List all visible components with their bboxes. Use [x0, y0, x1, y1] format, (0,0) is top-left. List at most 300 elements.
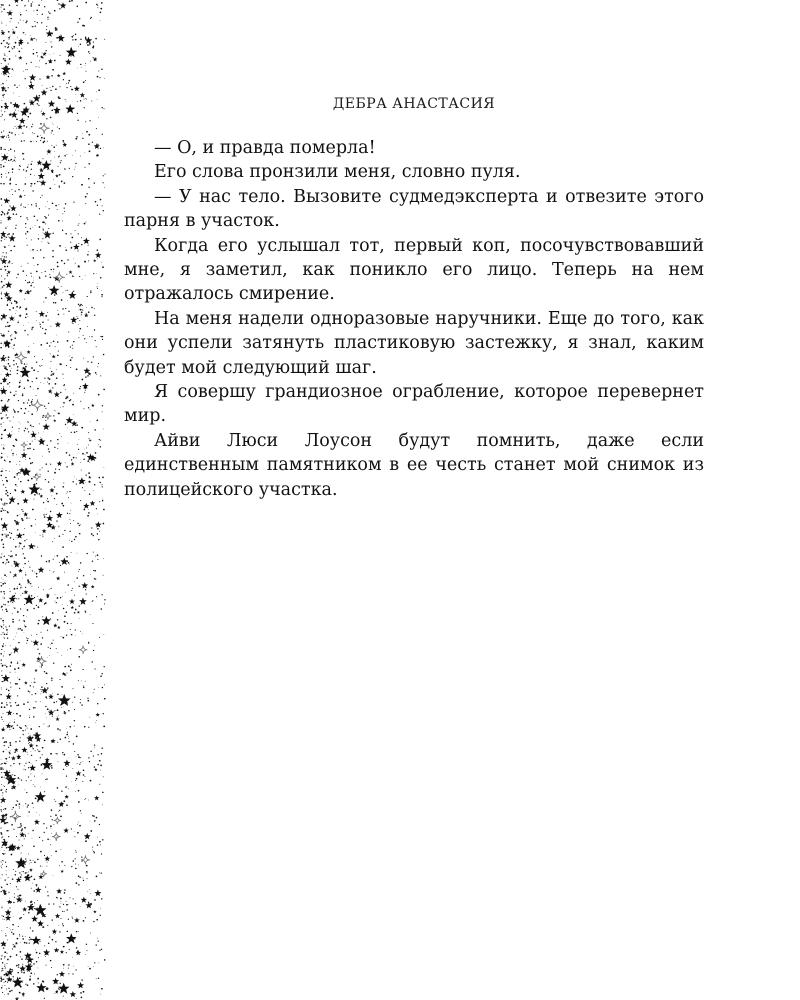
star-dot: [9, 325, 10, 326]
star-dot: [20, 408, 21, 409]
star-dot: [68, 331, 69, 332]
star-shape: [30, 37, 34, 41]
star-dot: [42, 238, 43, 239]
star-dot: [102, 687, 103, 688]
star-dot: [67, 428, 68, 429]
star-dot: [1, 634, 2, 635]
star-shape: [17, 124, 23, 129]
star-shape: [88, 476, 91, 479]
star-dot: [23, 620, 24, 621]
star-dot: [47, 630, 48, 631]
star-dot: [3, 444, 4, 445]
star-dot: [30, 185, 31, 186]
star-dot: [51, 130, 53, 132]
star-dot: [39, 726, 40, 727]
star-dot: [20, 380, 21, 381]
star-dot: [56, 602, 57, 603]
star-dot: [61, 849, 62, 850]
star-dot: [54, 710, 55, 711]
star-shape: [39, 311, 45, 317]
star-dot: [2, 836, 3, 837]
star-dot: [44, 138, 46, 140]
star-dot: [1, 958, 2, 959]
star-dot: [10, 21, 11, 22]
star-dot: [7, 304, 9, 306]
star-dot: [39, 941, 40, 942]
star-dot: [40, 689, 41, 690]
star-dot: [19, 583, 21, 585]
star-dot: [31, 183, 33, 185]
star-dot: [66, 635, 67, 636]
star-dot: [43, 589, 44, 590]
star-shape: [2, 334, 6, 338]
star-dot: [60, 162, 61, 163]
star-dot: [81, 704, 82, 705]
star-dot: [40, 751, 41, 752]
star-dot: [1, 866, 2, 867]
star-dot: [8, 877, 9, 878]
star-dot: [12, 621, 14, 623]
star-dot: [89, 120, 90, 121]
star-dot: [27, 364, 28, 365]
star-dot: [60, 816, 62, 818]
star-dot: [84, 392, 85, 393]
star-dot: [40, 474, 41, 475]
star-dot: [1, 437, 3, 439]
star-dot: [14, 338, 15, 339]
star-dot: [31, 525, 33, 527]
star-dot: [67, 605, 68, 606]
star-dot: [6, 627, 7, 628]
star-shape: [58, 801, 64, 807]
star-dot: [90, 893, 91, 894]
star-dot: [17, 972, 18, 973]
star-dot: [53, 875, 54, 876]
star-dot: [55, 753, 56, 754]
star-dot: [3, 579, 4, 580]
star-dot: [54, 157, 55, 158]
star-dot: [12, 194, 13, 195]
star-dot: [61, 901, 62, 902]
star-dot: [78, 790, 80, 792]
star-dot: [43, 514, 44, 515]
star-dot: [38, 620, 40, 622]
star-shape: [80, 92, 85, 97]
star-dot: [11, 10, 12, 11]
star-dot: [24, 632, 25, 633]
star-dot: [16, 464, 17, 465]
star-dot: [80, 699, 81, 700]
star-dot: [37, 596, 38, 597]
star-dot: [22, 395, 24, 397]
star-dot: [99, 760, 101, 762]
star-dot: [97, 286, 98, 287]
star-dot: [36, 745, 38, 747]
star-dot: [33, 53, 35, 55]
star-dot: [57, 443, 58, 444]
star-dot: [57, 166, 58, 167]
star-dot: [5, 46, 6, 47]
star-dot: [75, 850, 76, 851]
star-dot: [31, 755, 32, 756]
star-dot: [73, 401, 74, 402]
star-dot: [40, 382, 41, 383]
star-dot: [33, 784, 34, 785]
star-dot: [94, 308, 95, 309]
star-dot: [19, 992, 21, 994]
star-dot: [57, 597, 59, 599]
star-dot: [1, 582, 2, 583]
star-dot: [104, 666, 105, 667]
star-dot: [5, 933, 6, 934]
star-dot: [42, 773, 43, 774]
star-dot: [61, 903, 62, 904]
star-dot: [65, 737, 67, 739]
star-dot: [1, 717, 2, 718]
star-dot: [39, 469, 40, 470]
star-dot: [35, 532, 36, 533]
star-dot: [49, 570, 50, 571]
star-dot: [39, 322, 40, 323]
star-dot: [59, 186, 60, 187]
star-dot: [96, 92, 97, 93]
star-dot: [66, 904, 67, 905]
star-shape-large: [41, 160, 51, 170]
star-dot: [29, 129, 30, 130]
star-dot: [55, 801, 56, 802]
star-dot: [50, 816, 51, 817]
star-dot: [0, 618, 1, 619]
star-dot: [20, 956, 21, 957]
star-dot: [23, 449, 24, 450]
star-dot: [10, 591, 11, 592]
star-dot: [7, 275, 8, 276]
star-dot: [91, 362, 92, 363]
star-shape: [41, 111, 46, 115]
star-dot: [6, 490, 8, 492]
star-dot: [61, 861, 63, 863]
star-dot: [70, 242, 71, 243]
star-shape: [32, 639, 39, 645]
star-dot: [19, 807, 20, 808]
star-border-decoration: [0, 0, 106, 1000]
star-dot: [38, 234, 39, 235]
star-dot: [13, 364, 14, 365]
star-dot: [16, 440, 17, 441]
star-dot: [21, 585, 22, 586]
star-dot: [23, 806, 24, 807]
star-dot: [7, 512, 9, 514]
star-dot: [104, 959, 106, 961]
star-dot: [14, 476, 16, 478]
star-dot: [21, 780, 22, 781]
star-dot: [59, 865, 60, 866]
star-dot: [64, 666, 66, 668]
star-dot: [41, 242, 42, 243]
star-dot: [69, 356, 70, 357]
star-dot: [11, 450, 12, 451]
star-dot: [24, 103, 26, 105]
star-dot: [31, 3, 32, 4]
star-dot: [72, 176, 73, 177]
star-dot: [14, 668, 16, 670]
star-dot: [58, 526, 59, 527]
star-dot: [64, 911, 65, 912]
star-dot: [27, 166, 28, 167]
star-dot: [1, 907, 2, 908]
star-shape: [19, 118, 26, 124]
star-dot: [93, 552, 94, 553]
star-dot: [29, 978, 31, 980]
star-dot: [3, 643, 4, 644]
star-dot: [1, 891, 2, 892]
star-dot: [5, 88, 6, 89]
star-dot: [91, 307, 92, 308]
star-dot: [84, 726, 86, 728]
star-dot: [8, 836, 9, 837]
star-dot: [7, 927, 8, 928]
star-dot: [40, 324, 41, 325]
star-dot: [44, 383, 45, 384]
star-dot: [53, 415, 54, 416]
star-shape: [51, 525, 56, 530]
star-dot: [85, 63, 86, 64]
star-dot: [91, 533, 93, 535]
star-dot: [50, 839, 51, 840]
star-dot: [68, 710, 69, 711]
star-dot: [32, 462, 33, 463]
star-dot: [52, 541, 53, 542]
star-dot: [104, 39, 105, 40]
star-dot: [16, 5, 17, 6]
star-shape-large: [26, 735, 34, 742]
star-dot: [51, 809, 53, 811]
star-dot: [82, 761, 83, 762]
star-dot: [24, 620, 26, 622]
star-shape: [42, 529, 47, 533]
star-dot: [17, 322, 18, 323]
star-dot: [71, 89, 73, 91]
star-shape: [44, 856, 50, 861]
star-dot: [74, 709, 75, 710]
star-dot: [24, 557, 26, 559]
star-dot: [67, 259, 68, 260]
star-dot: [69, 400, 71, 402]
star-dot: [41, 111, 42, 112]
star-dot: [28, 322, 29, 323]
star-dot: [2, 620, 4, 622]
star-dot: [99, 213, 100, 214]
star-dot: [39, 95, 40, 96]
star-dot: [13, 416, 14, 417]
star-dot: [63, 713, 64, 714]
star-dot: [42, 534, 43, 535]
star-dot: [27, 334, 28, 335]
star-dot: [53, 571, 54, 572]
star-dot: [3, 544, 5, 546]
star-dot: [36, 362, 37, 363]
star-dot: [13, 395, 15, 397]
star-dot: [87, 873, 88, 874]
star-dot: [92, 47, 94, 49]
star-dot: [32, 570, 33, 571]
star-dot: [50, 753, 52, 755]
star-dot: [34, 678, 35, 679]
star-shape: [6, 710, 12, 716]
star-dot: [98, 144, 99, 145]
star-dot: [6, 25, 7, 26]
star-dot: [53, 272, 54, 273]
star-dot: [19, 715, 21, 717]
star-shape-large: [36, 983, 46, 993]
star-dot: [28, 411, 29, 412]
star-dot: [96, 374, 97, 375]
star-dot: [47, 154, 48, 155]
star-shape: [27, 350, 31, 354]
star-dot: [18, 926, 19, 927]
star-shape: [22, 498, 28, 504]
star-dot: [81, 681, 82, 682]
star-shape: [83, 237, 90, 244]
star-dot: [82, 305, 83, 306]
star-dot: [81, 427, 83, 429]
star-dot: [50, 694, 51, 695]
star-dot: [66, 804, 68, 806]
star-dot: [58, 761, 59, 762]
star-dot: [72, 916, 73, 917]
star-dot: [40, 701, 41, 702]
star-dot: [73, 276, 74, 277]
star-dot: [19, 977, 21, 979]
star-dot: [66, 274, 67, 275]
star-dot: [99, 841, 101, 843]
star-dot: [13, 348, 14, 349]
star-shape: [60, 2, 67, 8]
star-shape: [40, 494, 44, 497]
star-dot: [7, 153, 8, 154]
star-dot: [1, 30, 2, 31]
star-dot: [70, 367, 71, 368]
star-dot: [4, 850, 5, 851]
star-dot: [10, 744, 12, 746]
star-dot: [76, 852, 77, 853]
star-dot: [103, 509, 105, 511]
star-dot: [46, 778, 47, 779]
star-dot: [6, 988, 7, 989]
star-dot: [61, 299, 63, 301]
star-dot: [77, 444, 78, 445]
star-dot: [41, 272, 42, 273]
star-dot: [52, 69, 54, 71]
star-dot: [9, 461, 11, 463]
star-shape: [38, 598, 43, 603]
star-dot: [88, 757, 89, 758]
star-dot: [49, 655, 50, 656]
star-dot: [17, 896, 18, 897]
star-dot: [0, 625, 1, 626]
star-dot: [10, 36, 11, 37]
star-dot: [3, 8, 5, 10]
star-dot: [18, 865, 19, 866]
star-dot: [57, 974, 58, 975]
star-shape: [19, 194, 23, 198]
star-dot: [13, 713, 14, 714]
star-dot: [19, 422, 20, 423]
star-dot: [75, 969, 76, 970]
star-dot: [99, 531, 100, 532]
star-dot: [17, 529, 18, 530]
sparkle-shape: [54, 817, 61, 824]
star-dot: [1, 74, 2, 75]
star-shape: [69, 270, 73, 274]
star-dot: [78, 46, 79, 47]
star-dot: [11, 661, 12, 662]
star-dot: [71, 664, 72, 665]
star-dot: [2, 962, 4, 964]
star-dot: [76, 431, 77, 432]
star-dot: [50, 844, 51, 845]
star-dot: [8, 555, 9, 556]
star-dot: [1, 7, 2, 8]
star-dot: [4, 633, 6, 635]
star-dot: [4, 94, 5, 95]
star-dot: [74, 612, 76, 614]
star-dot: [17, 411, 19, 413]
star-dot: [90, 830, 92, 832]
star-dot: [32, 883, 33, 884]
star-dot: [100, 844, 101, 845]
star-dot: [59, 156, 60, 157]
star-dot: [65, 424, 66, 425]
star-dot: [94, 689, 95, 690]
star-dot: [37, 371, 38, 372]
star-shape: [18, 56, 22, 60]
star-dot: [45, 276, 46, 277]
star-dot: [5, 228, 6, 229]
star-shape: [55, 174, 59, 178]
star-dot: [73, 688, 74, 689]
star-dot: [2, 609, 3, 610]
star-dot: [57, 709, 59, 711]
star-dot: [11, 969, 13, 971]
star-dot: [97, 764, 99, 766]
star-dot: [84, 261, 85, 262]
star-dot: [71, 357, 72, 358]
star-shape: [55, 717, 59, 721]
star-dot: [33, 426, 34, 427]
star-dot: [4, 149, 5, 150]
star-dot: [29, 937, 30, 938]
star-dot: [67, 931, 69, 933]
star-shape: [79, 597, 87, 604]
star-dot: [11, 533, 12, 534]
star-dot: [46, 50, 47, 51]
star-dot: [31, 329, 32, 330]
star-shape-large: [24, 594, 35, 604]
star-dot: [77, 553, 78, 554]
star-dot: [88, 966, 89, 967]
star-dot: [17, 515, 19, 517]
star-dot: [16, 965, 17, 966]
star-dot: [73, 291, 74, 292]
star-dot: [71, 866, 72, 867]
star-shape: [57, 461, 63, 466]
star-dot: [60, 565, 61, 566]
star-dot: [100, 446, 101, 447]
star-shape: [21, 452, 27, 458]
star-dot: [97, 754, 98, 755]
star-dot: [8, 63, 9, 64]
